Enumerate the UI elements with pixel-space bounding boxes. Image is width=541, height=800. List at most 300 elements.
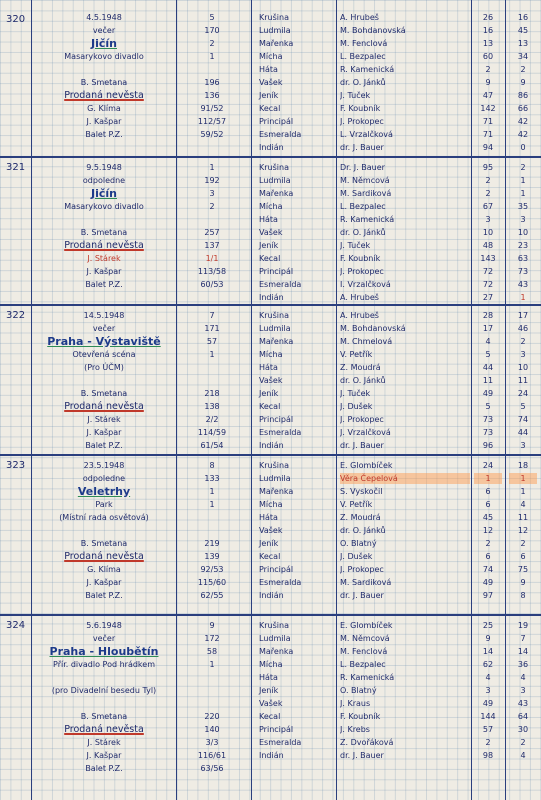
- perf-count: 112/57: [197, 117, 227, 126]
- event-info: Balet P.Z.: [85, 764, 123, 773]
- perf-count: 136: [204, 91, 220, 100]
- event-info: večer: [92, 634, 116, 643]
- role-count: 18: [517, 461, 529, 470]
- role-count: 13: [517, 39, 529, 48]
- performer-name: J. Dušek: [340, 552, 373, 561]
- perf-count: 2: [209, 39, 215, 48]
- role-name: Háta: [259, 215, 278, 224]
- performer-name: Z. Moudrá: [340, 363, 381, 372]
- performer-name: M. Fenclová: [340, 39, 388, 48]
- performer-name: dr. J. Bauer: [340, 591, 384, 600]
- event-info: Prodaná nevěsta: [64, 90, 144, 101]
- performer-count: 4: [485, 337, 491, 346]
- perf-count: 1: [209, 52, 215, 61]
- role-name: Vašek: [259, 376, 283, 385]
- perf-count: 1: [209, 660, 215, 669]
- role-name: Ludmila: [259, 176, 291, 185]
- role-count: 43: [517, 280, 529, 289]
- entry-number: 322: [6, 310, 26, 321]
- performer-count: 48: [482, 241, 494, 250]
- performer-count: 45: [482, 513, 494, 522]
- perf-count: 59/52: [200, 130, 224, 139]
- perf-count: 171: [204, 324, 220, 333]
- ledger-row: [0, 440, 541, 451]
- role-count: 2: [520, 65, 526, 74]
- perf-count: 219: [204, 539, 220, 548]
- event-info: G. Klíma: [87, 104, 121, 113]
- role-count: 14: [517, 647, 529, 656]
- event-info: Praha - Hloubětín: [49, 646, 159, 657]
- event-info: Veletrhy: [77, 486, 131, 497]
- ledger-row: [0, 401, 541, 412]
- event-info: Prodaná nevěsta: [64, 724, 144, 735]
- role-count: 2: [520, 539, 526, 548]
- role-name: Principál: [259, 117, 294, 126]
- performer-count: 6: [485, 500, 491, 509]
- role-count: 10: [517, 363, 529, 372]
- entry-separator: [0, 614, 541, 616]
- performer-count: 9: [485, 634, 491, 643]
- performer-name: A. Hrubeš: [340, 293, 379, 302]
- ledger-row: [0, 711, 541, 722]
- perf-count: 115/60: [197, 578, 227, 587]
- role-count: 23: [517, 241, 529, 250]
- performer-count: 71: [482, 130, 494, 139]
- role-name: Ludmila: [259, 474, 291, 483]
- performer-count: 44: [482, 363, 494, 372]
- event-info: J. Stárek: [87, 738, 121, 747]
- event-info: Prodaná nevěsta: [64, 551, 144, 562]
- perf-count: 172: [204, 634, 220, 643]
- performer-count: 3: [485, 215, 491, 224]
- role-count: 4: [520, 500, 526, 509]
- role-name: Krušina: [259, 621, 289, 630]
- role-name: Principál: [259, 267, 294, 276]
- role-name: Mícha: [259, 500, 283, 509]
- role-name: Krušina: [259, 311, 289, 320]
- role-count: 34: [517, 52, 529, 61]
- ledger-row: [0, 737, 541, 748]
- performer-count: 25: [482, 621, 494, 630]
- role-name: Mařenka: [259, 487, 294, 496]
- event-info: Masarykovo divadlo: [64, 202, 144, 211]
- perf-count: 60/53: [200, 280, 224, 289]
- performer-count: 1: [474, 473, 502, 484]
- role-count: 86: [517, 91, 529, 100]
- event-info: Masarykovo divadlo: [64, 52, 144, 61]
- perf-count: 58: [206, 647, 218, 656]
- performer-name: L. Bezpalec: [340, 52, 386, 61]
- event-info: Park: [95, 500, 113, 509]
- role-count: 42: [517, 130, 529, 139]
- event-info: odpoledne: [82, 176, 126, 185]
- performer-count: 24: [482, 461, 494, 470]
- performer-count: 62: [482, 660, 494, 669]
- role-name: Vašek: [259, 78, 283, 87]
- role-name: Indián: [259, 751, 284, 760]
- role-name: Kecal: [259, 254, 281, 263]
- ledger-row: [0, 388, 541, 399]
- ledger-row: [0, 188, 541, 199]
- performer-name: F. Koubník: [340, 254, 381, 263]
- performer-count: 94: [482, 143, 494, 152]
- performer-name: E. Glombíček: [340, 461, 393, 470]
- role-name: Háta: [259, 363, 278, 372]
- role-count: 11: [517, 513, 529, 522]
- performer-count: 96: [482, 441, 494, 450]
- role-count: 46: [517, 324, 529, 333]
- event-info: 23.5.1948: [83, 461, 125, 470]
- role-count: 7: [520, 634, 526, 643]
- performer-name: L. Vrzalčková: [340, 130, 393, 139]
- role-count: 24: [517, 389, 529, 398]
- role-name: Krušina: [259, 13, 289, 22]
- performer-count: 95: [482, 163, 494, 172]
- role-name: Principál: [259, 725, 294, 734]
- role-count: 45: [517, 26, 529, 35]
- role-name: Vašek: [259, 526, 283, 535]
- role-count: 75: [517, 565, 529, 574]
- performer-name: J. Prokopec: [340, 565, 384, 574]
- ledger-row: [0, 763, 541, 774]
- role-name: Mícha: [259, 52, 283, 61]
- performer-name: M. Bohdanovská: [340, 324, 406, 333]
- role-name: Indián: [259, 143, 284, 152]
- performer-count: 97: [482, 591, 494, 600]
- role-count: 63: [517, 254, 529, 263]
- entry-number: 324: [6, 620, 26, 631]
- performer-name: J. Krebs: [340, 725, 370, 734]
- role-count: 3: [520, 350, 526, 359]
- role-count: 10: [517, 228, 529, 237]
- perf-count: 3: [209, 189, 215, 198]
- role-name: Mícha: [259, 202, 283, 211]
- role-name: Mařenka: [259, 647, 294, 656]
- ledger-row: [0, 90, 541, 101]
- performer-name: dr. O. Jánků: [340, 376, 386, 385]
- performer-name: M. Chmelová: [340, 337, 393, 346]
- role-count: 19: [517, 621, 529, 630]
- role-name: Jeník: [259, 539, 279, 548]
- performer-count: 98: [482, 751, 494, 760]
- performer-count: 74: [482, 565, 494, 574]
- ledger-row: [0, 551, 541, 562]
- ledger-row: [0, 349, 541, 360]
- performer-name: L. Bezpalec: [340, 660, 386, 669]
- perf-count: 138: [204, 402, 220, 411]
- role-count: 9: [520, 78, 526, 87]
- ledger-row: [0, 427, 541, 438]
- performer-name: dr. J. Bauer: [340, 143, 384, 152]
- role-count: 1: [509, 473, 537, 484]
- ledger-row: [0, 310, 541, 321]
- ledger-row: [0, 512, 541, 523]
- event-info: G. Klíma: [87, 565, 121, 574]
- performer-name: O. Blatný: [340, 539, 377, 548]
- event-info: Balet P.Z.: [85, 441, 123, 450]
- event-info: 4.5.1948: [86, 13, 122, 22]
- perf-count: 2/2: [205, 415, 219, 424]
- perf-count: 140: [204, 725, 220, 734]
- ledger-row: [0, 279, 541, 290]
- role-name: Kecal: [259, 104, 281, 113]
- perf-count: 8: [209, 461, 215, 470]
- perf-count: 2: [209, 202, 215, 211]
- performer-count: 9: [485, 78, 491, 87]
- ledger-row: [0, 724, 541, 735]
- performer-count: 49: [482, 699, 494, 708]
- performer-count: 2: [485, 539, 491, 548]
- role-count: 2: [520, 337, 526, 346]
- performer-count: 71: [482, 117, 494, 126]
- perf-count: 257: [204, 228, 220, 237]
- perf-count: 5: [209, 13, 215, 22]
- performer-name: R. Kamenická: [340, 215, 395, 224]
- role-name: Ludmila: [259, 26, 291, 35]
- performer-count: 13: [482, 39, 494, 48]
- ledger-row: [0, 750, 541, 761]
- role-count: 3: [520, 215, 526, 224]
- event-info: (Pro ÚČM): [84, 363, 124, 372]
- perf-count: 170: [204, 26, 220, 35]
- role-name: Krušina: [259, 461, 289, 470]
- role-count: 44: [517, 428, 529, 437]
- performer-name: A. Hrubeš: [340, 311, 379, 320]
- role-name: Indián: [259, 441, 284, 450]
- performer-name: M. Němcová: [340, 176, 390, 185]
- performer-name: A. Hrubeš: [340, 13, 379, 22]
- role-name: Jeník: [259, 241, 279, 250]
- perf-count: 220: [204, 712, 220, 721]
- event-info: B. Smetana: [80, 712, 128, 721]
- role-name: Mícha: [259, 660, 283, 669]
- role-name: Esmeralda: [259, 130, 302, 139]
- ledger-row: [0, 253, 541, 264]
- performer-count: 17: [482, 324, 494, 333]
- performer-name: J. Tuček: [340, 91, 371, 100]
- role-count: 2: [520, 738, 526, 747]
- role-name: Esmeralda: [259, 738, 302, 747]
- perf-count: 92/53: [200, 565, 224, 574]
- role-count: 9: [520, 578, 526, 587]
- performer-name: F. Koubník: [340, 104, 381, 113]
- performer-count: 2: [485, 65, 491, 74]
- event-info: J. Kašpar: [86, 117, 122, 126]
- performer-count: 4: [485, 673, 491, 682]
- role-count: 42: [517, 117, 529, 126]
- role-count: 5: [520, 402, 526, 411]
- performer-name: J. Vrzalčková: [340, 428, 391, 437]
- perf-count: 91/52: [200, 104, 224, 113]
- role-count: 0: [520, 143, 526, 152]
- ledger-row: [0, 633, 541, 644]
- event-info: 5.6.1948: [86, 621, 122, 630]
- role-name: Jeník: [259, 389, 279, 398]
- performer-name: dr. J. Bauer: [340, 441, 384, 450]
- ledger-row: [0, 646, 541, 657]
- ledger-row: [0, 499, 541, 510]
- perf-count: 133: [204, 474, 220, 483]
- perf-count: 116/61: [197, 751, 227, 760]
- event-info: Jičín: [91, 188, 117, 199]
- event-info: odpoledne: [82, 474, 126, 483]
- performer-count: 6: [485, 552, 491, 561]
- event-info: Balet P.Z.: [85, 591, 123, 600]
- event-info: Balet P.Z.: [85, 280, 123, 289]
- event-info: B. Smetana: [80, 539, 128, 548]
- ledger-row: [0, 577, 541, 588]
- event-info: Praha - Výstaviště: [47, 336, 161, 347]
- performer-name: E. Glombíček: [340, 621, 393, 630]
- perf-count: 1/1: [205, 254, 219, 263]
- role-count: 4: [520, 751, 526, 760]
- role-count: 1: [520, 487, 526, 496]
- role-name: Esmeralda: [259, 578, 302, 587]
- entry-number: 323: [6, 460, 26, 471]
- ledger-row: [0, 362, 541, 373]
- performer-count: 12: [482, 526, 494, 535]
- performer-name: M. Fenclová: [340, 647, 388, 656]
- role-count: 6: [520, 552, 526, 561]
- perf-count: 114/59: [197, 428, 227, 437]
- role-count: 1: [520, 293, 526, 302]
- role-count: 8: [520, 591, 526, 600]
- role-name: Krušina: [259, 163, 289, 172]
- ledger-row: [0, 538, 541, 549]
- role-name: Vašek: [259, 228, 283, 237]
- ledger-row: [0, 414, 541, 425]
- event-info: B. Smetana: [80, 78, 128, 87]
- performer-count: 5: [485, 402, 491, 411]
- role-name: Esmeralda: [259, 428, 302, 437]
- performer-name: J. Kraus: [340, 699, 371, 708]
- performer-count: 73: [482, 415, 494, 424]
- role-count: 43: [517, 699, 529, 708]
- perf-count: 57: [206, 337, 218, 346]
- performer-count: 2: [485, 738, 491, 747]
- role-count: 16: [517, 13, 529, 22]
- performer-name: J. Prokopec: [340, 267, 384, 276]
- role-name: Vašek: [259, 699, 283, 708]
- performer-count: 73: [482, 428, 494, 437]
- ledger-row: [0, 214, 541, 225]
- ledger-row: [0, 323, 541, 334]
- role-count: 12: [517, 526, 529, 535]
- performer-name: L. Bezpalec: [340, 202, 386, 211]
- performer-count: 2: [485, 176, 491, 185]
- performer-count: 28: [482, 311, 494, 320]
- performer-name: R. Kamenická: [340, 65, 395, 74]
- role-count: 3: [520, 686, 526, 695]
- ledger-row: [0, 525, 541, 536]
- performer-count: 14: [482, 647, 494, 656]
- role-name: Háta: [259, 513, 278, 522]
- role-name: Mařenka: [259, 39, 294, 48]
- performer-name: R. Kamenická: [340, 673, 395, 682]
- performer-count: 47: [482, 91, 494, 100]
- role-count: 17: [517, 311, 529, 320]
- event-info: 9.5.1948: [86, 163, 122, 172]
- ledger-row: [0, 564, 541, 575]
- event-info: večer: [92, 324, 116, 333]
- role-count: 3: [520, 441, 526, 450]
- role-name: Kecal: [259, 712, 281, 721]
- role-name: Háta: [259, 673, 278, 682]
- performer-name: M. Bohdanovská: [340, 26, 406, 35]
- ledger-row: [0, 201, 541, 212]
- performer-count: 142: [480, 104, 496, 113]
- role-name: Mícha: [259, 350, 283, 359]
- ledger-row: [0, 142, 541, 153]
- role-count: 1: [520, 189, 526, 198]
- event-info: Přír. divadlo Pod hrádkem: [53, 660, 155, 669]
- performer-count: 57: [482, 725, 494, 734]
- ledger-row: [0, 129, 541, 140]
- event-info: (Místní rada osvětová): [59, 513, 149, 522]
- event-info: Otevřená scéna: [72, 350, 136, 359]
- event-info: J. Stárek: [87, 415, 121, 424]
- ledger-row: [0, 116, 541, 127]
- role-count: 74: [517, 415, 529, 424]
- performer-count: 49: [482, 389, 494, 398]
- perf-count: 7: [209, 311, 215, 320]
- ledger-row: [0, 292, 541, 303]
- event-info: J. Kašpar: [86, 751, 122, 760]
- performer-count: 49: [482, 578, 494, 587]
- performer-count: 10: [482, 228, 494, 237]
- perf-count: 1: [209, 500, 215, 509]
- entry-number: 321: [6, 162, 26, 173]
- performer-name: Z. Dvořáková: [340, 738, 394, 747]
- event-info: (pro Divadelní besedu Tyl): [51, 686, 157, 695]
- role-name: Mařenka: [259, 337, 294, 346]
- performer-name: V. Petřík: [340, 350, 373, 359]
- ledger-row: [0, 685, 541, 696]
- role-name: Háta: [259, 65, 278, 74]
- ledger-row: [0, 162, 541, 173]
- perf-count: 3/3: [205, 738, 219, 747]
- role-name: Esmeralda: [259, 280, 302, 289]
- role-count: 30: [517, 725, 529, 734]
- performer-count: 72: [482, 280, 494, 289]
- performer-name: M. Sardiková: [340, 189, 392, 198]
- performer-count: 5: [485, 350, 491, 359]
- performer-count: 6: [485, 487, 491, 496]
- role-name: Jeník: [259, 686, 279, 695]
- entry-number: 320: [6, 14, 26, 25]
- performer-name: dr. O. Jánků: [340, 78, 386, 87]
- ledger-row: [0, 77, 541, 88]
- perf-count: 61/54: [200, 441, 224, 450]
- performer-count: 26: [482, 13, 494, 22]
- ledger-row: [0, 672, 541, 683]
- role-count: 36: [517, 660, 529, 669]
- performer-count: 11: [482, 376, 494, 385]
- ledger-row: [0, 659, 541, 670]
- performer-name: dr. J. Bauer: [340, 751, 384, 760]
- event-info: 14.5.1948: [83, 311, 125, 320]
- ledger-row: [0, 698, 541, 709]
- ledger-row: [0, 103, 541, 114]
- role-count: 11: [517, 376, 529, 385]
- performer-name: Z. Moudrá: [340, 513, 381, 522]
- ledger-row: [0, 460, 541, 471]
- role-count: 35: [517, 202, 529, 211]
- entry-separator: [0, 304, 541, 306]
- perf-count: 139: [204, 552, 220, 561]
- performer-count: 72: [482, 267, 494, 276]
- event-info: Jičín: [91, 38, 117, 49]
